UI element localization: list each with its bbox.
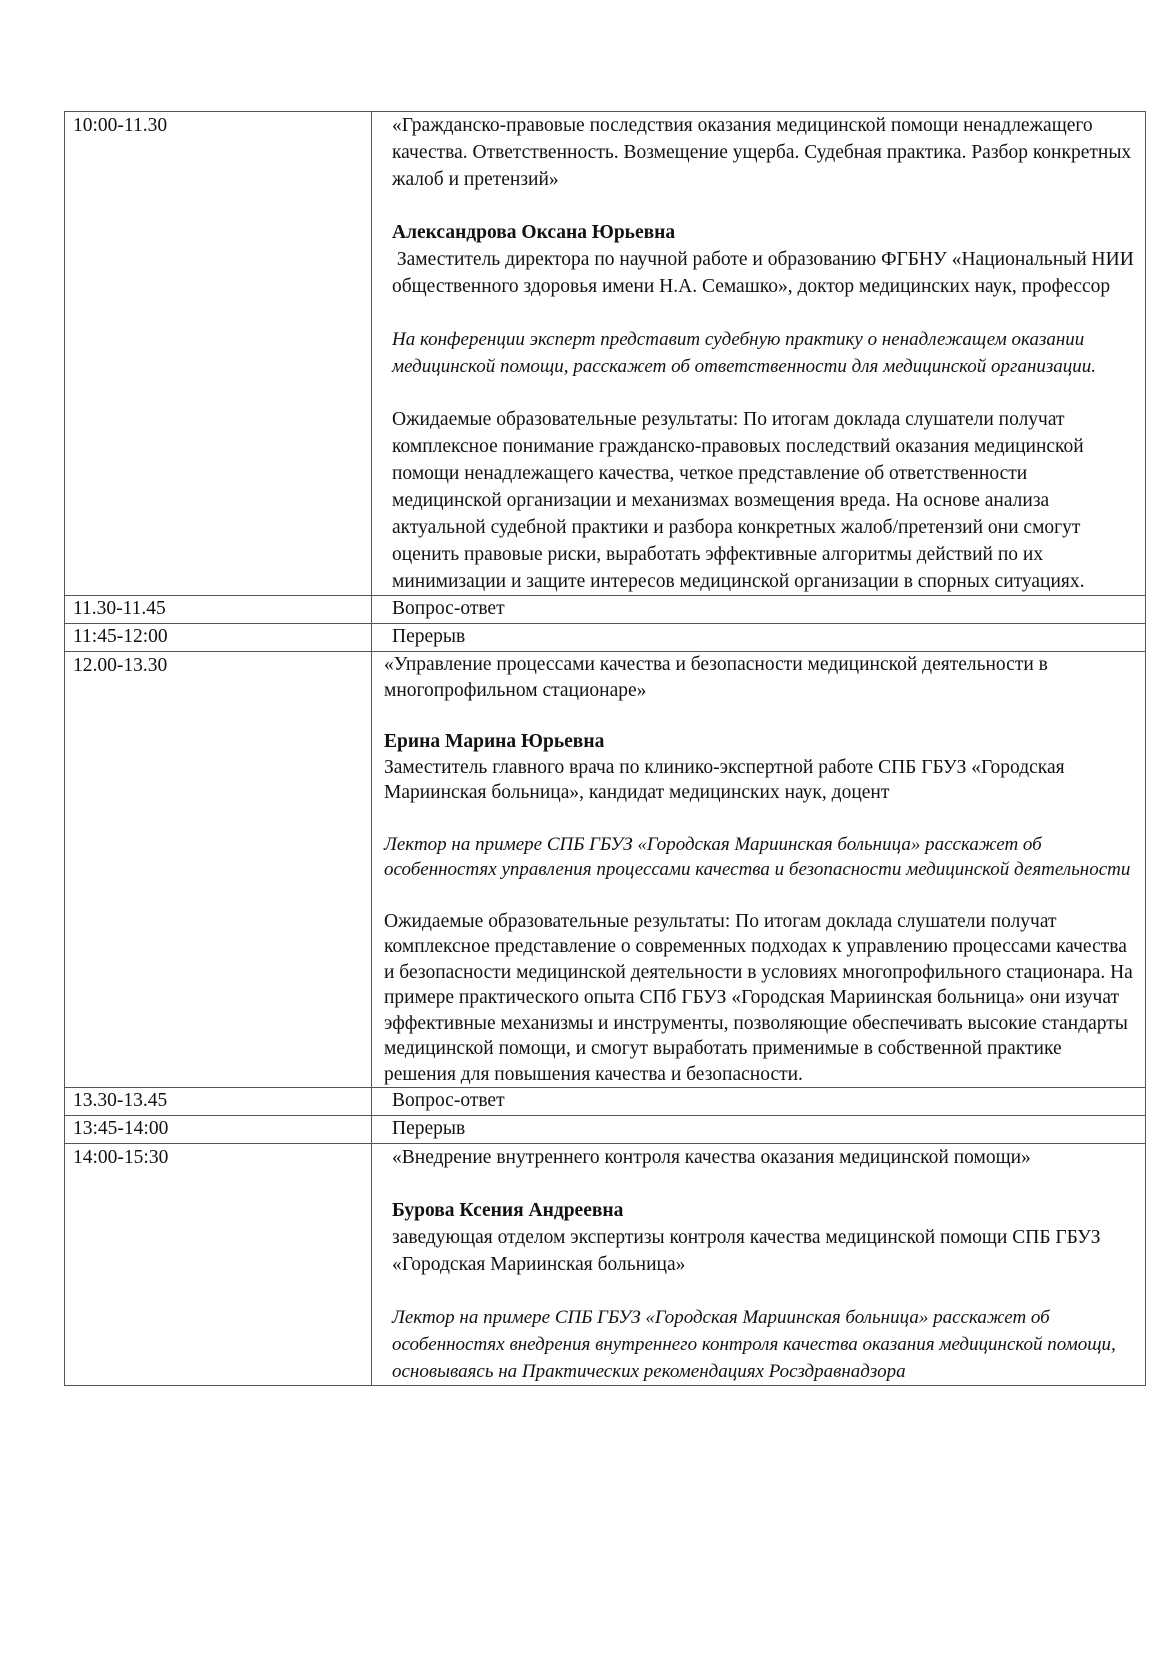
- speaker-name: Ерина Марина Юрьевна: [384, 731, 605, 752]
- speaker-role: Заместитель директора по научной работе и образованию ФГБНУ «Национальный НИИ общественного здоровья имени Н.А. Семашко», доктор медицинских наук, профессор: [392, 249, 1139, 297]
- time-cell: 13:45-14:00: [65, 1116, 372, 1144]
- time-cell: 13.30-13.45: [65, 1088, 372, 1116]
- time-cell: 12.00-13.30: [65, 652, 372, 1088]
- table-row: [65, 112, 1146, 596]
- session-description: Лектор на примере СПБ ГБУЗ «Городская Мариинская больница» расскажет об особенностях внедрения внутреннего контроля качества оказания медицинской помощи, основываясь на Практических рекомендациях Росздравнадзора: [392, 1307, 1116, 1382]
- table-row: [65, 596, 1146, 624]
- speaker-name: Бурова Ксения Андреевна: [392, 1200, 624, 1221]
- time-cell: 11:45-12:00: [65, 624, 372, 652]
- session-description: Лектор на примере СПБ ГБУЗ «Городская Мариинская больница» расскажет об особенностях управления процессами качества и безопасности медицинской деятельности: [384, 833, 1131, 880]
- table-row: [65, 652, 1146, 1088]
- session-results: Ожидаемые образовательные результаты: По итогам доклада слушатели получат комплексное понимание гражданско-правовых последствий оказания медицинской помощи ненадлежащего качества, четкое представление об ответственности медицинской организации и механизмах возмещения вреда. На основе анализа актуальной судебной практики и разбора конкретных жалоб/претензий они смогут оценить правовые риски, выработать эффективные алгоритмы действий по их минимизации и защите интересов медицинской организации в спорных ситуациях.: [392, 409, 1085, 592]
- session-cell: [372, 652, 1146, 1088]
- table-row: [65, 1116, 1146, 1144]
- speaker-name: Александрова Оксана Юрьевна: [392, 222, 676, 243]
- session-label: Вопрос-ответ: [372, 1088, 1146, 1116]
- speaker-role: заведующая отделом экспертизы контроля качества медицинской помощи СПБ ГБУЗ «Городская Мариинская больница»: [392, 1227, 1101, 1275]
- session-label: Вопрос-ответ: [372, 596, 1146, 624]
- session-title: «Внедрение внутреннего контроля качества оказания медицинской помощи»: [392, 1147, 1031, 1168]
- table-row: [65, 624, 1146, 652]
- session-title: «Гражданско-правовые последствия оказания медицинской помощи ненадлежащего качества. Ответственность. Возмещение ущерба. Судебная практика. Разбор конкретных жалоб и претензий»: [392, 115, 1132, 190]
- speaker-role: Заместитель главного врача по клинико-экспертной работе СПБ ГБУЗ «Городская Мариинская больница», кандидат медицинских наук, доцент: [384, 756, 1065, 803]
- session-cell: [372, 112, 1146, 596]
- time-cell: 11.30-11.45: [65, 596, 372, 624]
- session-label: Перерыв: [372, 1116, 1146, 1144]
- session-title: «Управление процессами качества и безопасности медицинской деятельности в многопрофильном стационаре»: [384, 654, 1048, 701]
- table-row: [65, 1144, 1146, 1386]
- time-cell: 14:00-15:30: [65, 1144, 372, 1386]
- time-cell: 10:00-11.30: [65, 112, 372, 596]
- table-row: [65, 1088, 1146, 1116]
- session-label: Перерыв: [372, 624, 1146, 652]
- program-schedule-table: [64, 111, 1146, 1386]
- session-results: Ожидаемые образовательные результаты: По итогам доклада слушатели получат комплексное представление о современных подходах к управлению процессами качества и безопасности медицинской деятельности в условиях многопрофильного стационара. На примере практического опыта СПб ГБУЗ «Городская Мариинская больница» они изучат эффективные механизмы и инструменты, позволяющие обеспечивать высокие стандарты медицинской помощи, и смогут выработать применимые в собственной практике решения для повышения качества и безопасности.: [384, 910, 1133, 1085]
- session-cell: [372, 1144, 1146, 1386]
- session-description: На конференции эксперт представит судебную практику о ненадлежащем оказании медицинской помощи, расскажет об ответственности для медицинской организации.: [392, 329, 1097, 377]
